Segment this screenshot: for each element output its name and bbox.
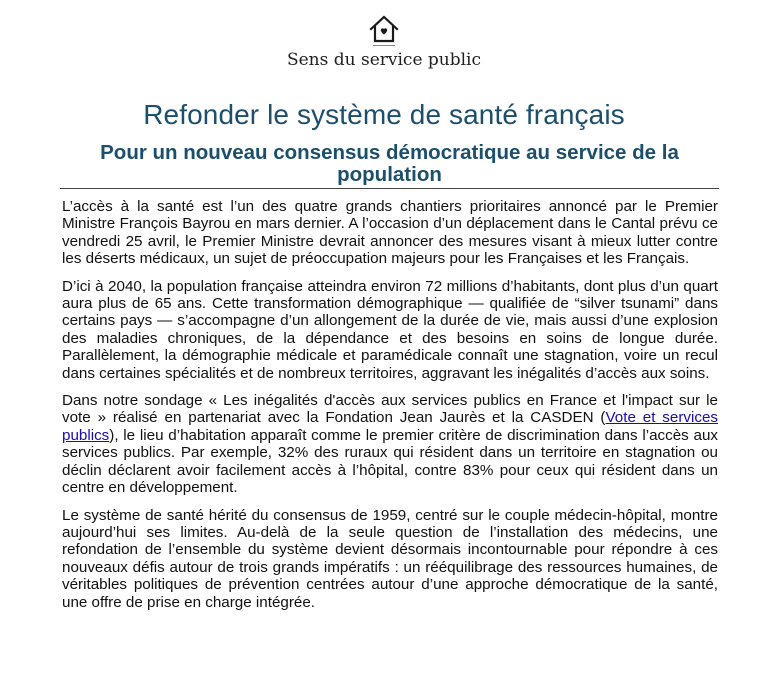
paragraph-refoundation: Le système de santé hérité du consensus de 1959, centré sur le couple médecin-hôpital, montre aujourd’hui ses limites. Au-delà de la seule question de l’installation des médecins, une refondation de l’ensemble du système devient désormais incontournable pour répondre à ces nouveaux défis autour de trois grands impératifs : un rééquilibrage des ressources humaines, de véritables politiques de prévention centrées autour d’une approche démocratique de la santé, une offre de prise en charge intégrée. — [62, 506, 718, 611]
house-heart-icon — [368, 14, 400, 44]
paragraph-survey — [62, 392, 718, 496]
paragraph-survey-text-before: Dans notre sondage « Les inégalités d'accès aux services publics en France et l'impact sur le vote » réalisé en partenariat avec la Fondation Jean Jaurès et la CASDEN ( — [62, 392, 718, 427]
brand-header — [0, 14, 768, 70]
paragraph-intro: L’accès à la santé est l’un des quatre grands chantiers prioritaires annoncé par le Premier Ministre François Bayrou en mars dernier. A l’occasion d’un déplacement dans le Cantal prévu ce vendredi 25 avril, le Premier Ministre devrait annoncer des mesures visant à mieux lutter contre les déserts médicaux, un sujet de préoccupation majeurs pour les Françaises et les Français. — [62, 198, 718, 268]
page-subtitle: Pour un nouveau consensus démocratique au service de la population — [60, 142, 719, 189]
article-body — [62, 198, 718, 621]
brand-name: Sens du service public — [286, 50, 482, 70]
brand-divider — [373, 45, 395, 46]
paragraph-survey-text-after: ), le lieu d’habitation apparaît comme le premier critère de discrimination dans l’accès aux services publics. Par exemple, 32% des ruraux qui résident dans un territoire en stagnation ou déclin déclarent avoir facilement accès à l’hôpital, contre 83% pour ceux qui résident dans un centre en développement. — [62, 426, 718, 497]
paragraph-demographics: D’ici à 2040, la population française atteindra environ 72 millions d’habitants, dont plus d’un quart aura plus de 65 ans. Cette transformation démographique — qualifiée de “silver tsunami” dans certains pays — s’accompagne d’un allongement de la durée de vie, mais aussi d’une explosion des maladies chroniques, de la dépendance et des besoins en soins de longue durée. Parallèlement, la démographie médicale et paramédicale connaît une stagnation, voire un recul dans certaines spécialités et de nombreux territoires, aggravant les inégalités d’accès aux soins. — [62, 277, 718, 382]
survey-link[interactable]: Vote et services publics — [62, 409, 718, 444]
page-title: Refonder le système de santé français — [143, 99, 625, 130]
